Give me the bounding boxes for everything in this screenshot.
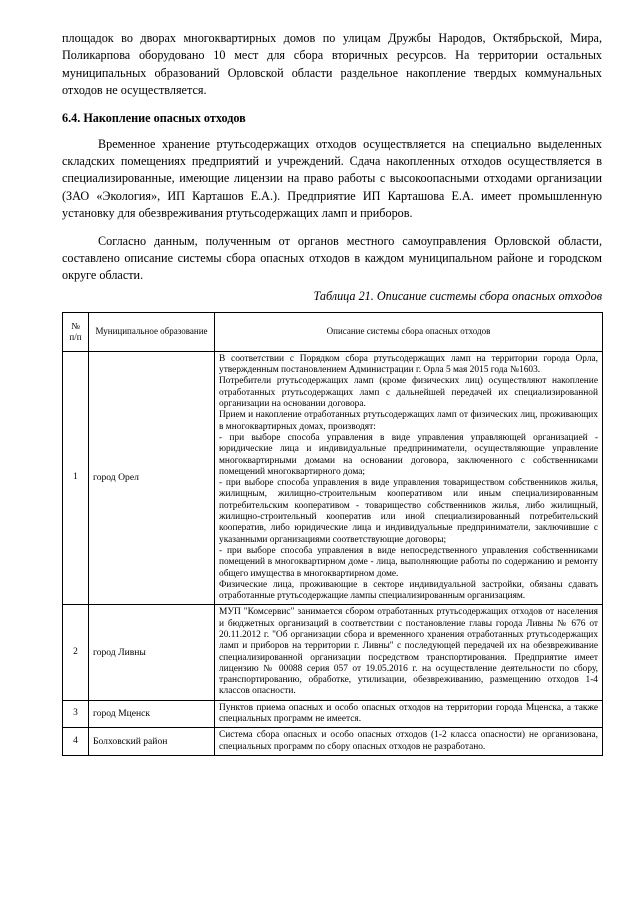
row-description xyxy=(215,700,603,728)
paragraph-temporary-storage: Временное хранение ртутьсодержащих отходов осуществляется на специально выделенных складских помещениях предприятий и учреждений. Сдача накопленных отходов осуществляется в специализированные, имеющие лицензии на право работы с высокоопасными отходами организации (ЗАО «Экология», ИП Карташов Е.А.). Предприятие ИП Карташова Е.А. имеет промышленную установку для обезвреживания ртутьсодержащих ламп и приборов. xyxy=(62,136,602,221)
row-number: 3 xyxy=(63,700,89,728)
description-paragraph: МУП "Комсервис" занимается сбором отработанных ртутьсодержащих отходов от населения и бюджетных организаций в соответствии с постановление главы города Ливны № 676 от 20.11.2012 г. "Об организации сбора и временного хранения отработанных ртутьсодержащих ламп и приборов на территории г. Ливны" с последующей передачей их на обезвреживание специализированной организации посредством транспортирования. Предприятие имеет лицензию № 00088 серия 057 от 19.05.2016 г. на осуществление деятельности по сбору, транспортированию, обработке, утилизации, обезвреживанию, размещению отходов 1-4 классов опасности. xyxy=(219,607,598,697)
description-paragraph: - при выборе способа управления в виде управления товариществом собственников жилья, жилищным, жилищно-строительным кооперативом или иным специализированным потребительским кооперативом - товарищество собственников жилья, либо жилищный, жилищно-строительный кооператив или иной специализированный потребительский кооператив, либо юридические лица и индивидуальные предприниматели, заключившие с указанными организациями соответствующие договоры; xyxy=(219,478,598,545)
header-num: № п/п xyxy=(63,312,89,351)
description-paragraph: - при выборе способа управления в виде непосредственного управления собственниками помещений в многоквартирном доме - лица, выполняющие работы по содержанию и ремонту общего имущества в многоквартирном доме. xyxy=(219,545,598,579)
row-description xyxy=(215,728,603,756)
description-paragraph: Потребители ртутьсодержащих ламп (кроме физических лиц) осуществляют накопление отработанных ртутьсодержащих ламп с дальнейшей передачей их специализированной организации на основании договора. xyxy=(219,376,598,410)
row-municipality: Болховский район xyxy=(89,728,215,756)
table-row xyxy=(63,700,603,728)
row-description xyxy=(215,351,603,605)
hazardous-waste-table xyxy=(62,312,603,756)
row-number: 1 xyxy=(63,351,89,605)
table-header-row xyxy=(63,312,603,351)
description-paragraph: В соответствии с Порядком сбора ртутьсодержащих ламп на территории города Орла, утвержденным постановлением Администрации г. Орла 5 мая 2015 года №1603. xyxy=(219,353,598,376)
section-heading: 6.4. Накопление опасных отходов xyxy=(62,110,246,125)
description-paragraph: Система сбора опасных и особо опасных отходов (1-2 класса опасности) не организована, специальных программ по сбору опасных отходов не разработано. xyxy=(219,730,598,752)
row-municipality: город Мценск xyxy=(89,700,215,728)
row-description xyxy=(215,605,603,700)
paragraph-survey-data: Согласно данным, полученным от органов местного самоуправления Орловской области, составлено описание системы сбора опасных отходов в каждом муниципальном районе и городском округе области. xyxy=(62,233,602,283)
table-row xyxy=(63,605,603,700)
document-page xyxy=(62,30,602,756)
table-row xyxy=(63,351,603,605)
header-description: Описание системы сбора опасных отходов xyxy=(215,312,603,351)
row-number: 4 xyxy=(63,728,89,756)
intro-paragraph: площадок во дворах многоквартирных домов по улицам Дружбы Народов, Октябрьской, Мира, Поликарпова оборудовано 10 мест для сбора вторичных ресурсов. На территории остальных муниципальных образований Орловской области раздельное накопление твердых коммунальных отходов не осуществляется. xyxy=(62,31,602,98)
table-row xyxy=(63,728,603,756)
table-body xyxy=(63,351,603,755)
row-municipality: город Ливны xyxy=(89,605,215,700)
description-paragraph: Физические лица, проживающие в секторе индивидуальной застройки, обязаны сдавать отработанные ртутьсодержащие лампы специализированным организациям. xyxy=(219,579,598,602)
table-caption: Таблица 21. Описание системы сбора опасных отходов xyxy=(313,288,602,303)
header-municipality: Муниципальное образование xyxy=(89,312,215,351)
description-paragraph: Прием и накопление отработанных ртутьсодержащих ламп от физических лиц, проживающих в многоквартирных домах, производят: xyxy=(219,410,598,432)
row-number: 2 xyxy=(63,605,89,700)
description-paragraph: - при выборе способа управления в виде управления управляющей организацией - юридические лица и индивидуальные предприниматели, осуществляющие управление многоквартирными домами на основании договора, заключенного с собственниками помещений многоквартирного дома; xyxy=(219,432,598,477)
description-paragraph: Пунктов приема опасных и особо опасных отходов на территории города Мценска, а также специальных программ не имеется. xyxy=(219,702,598,725)
row-municipality: город Орел xyxy=(89,351,215,605)
